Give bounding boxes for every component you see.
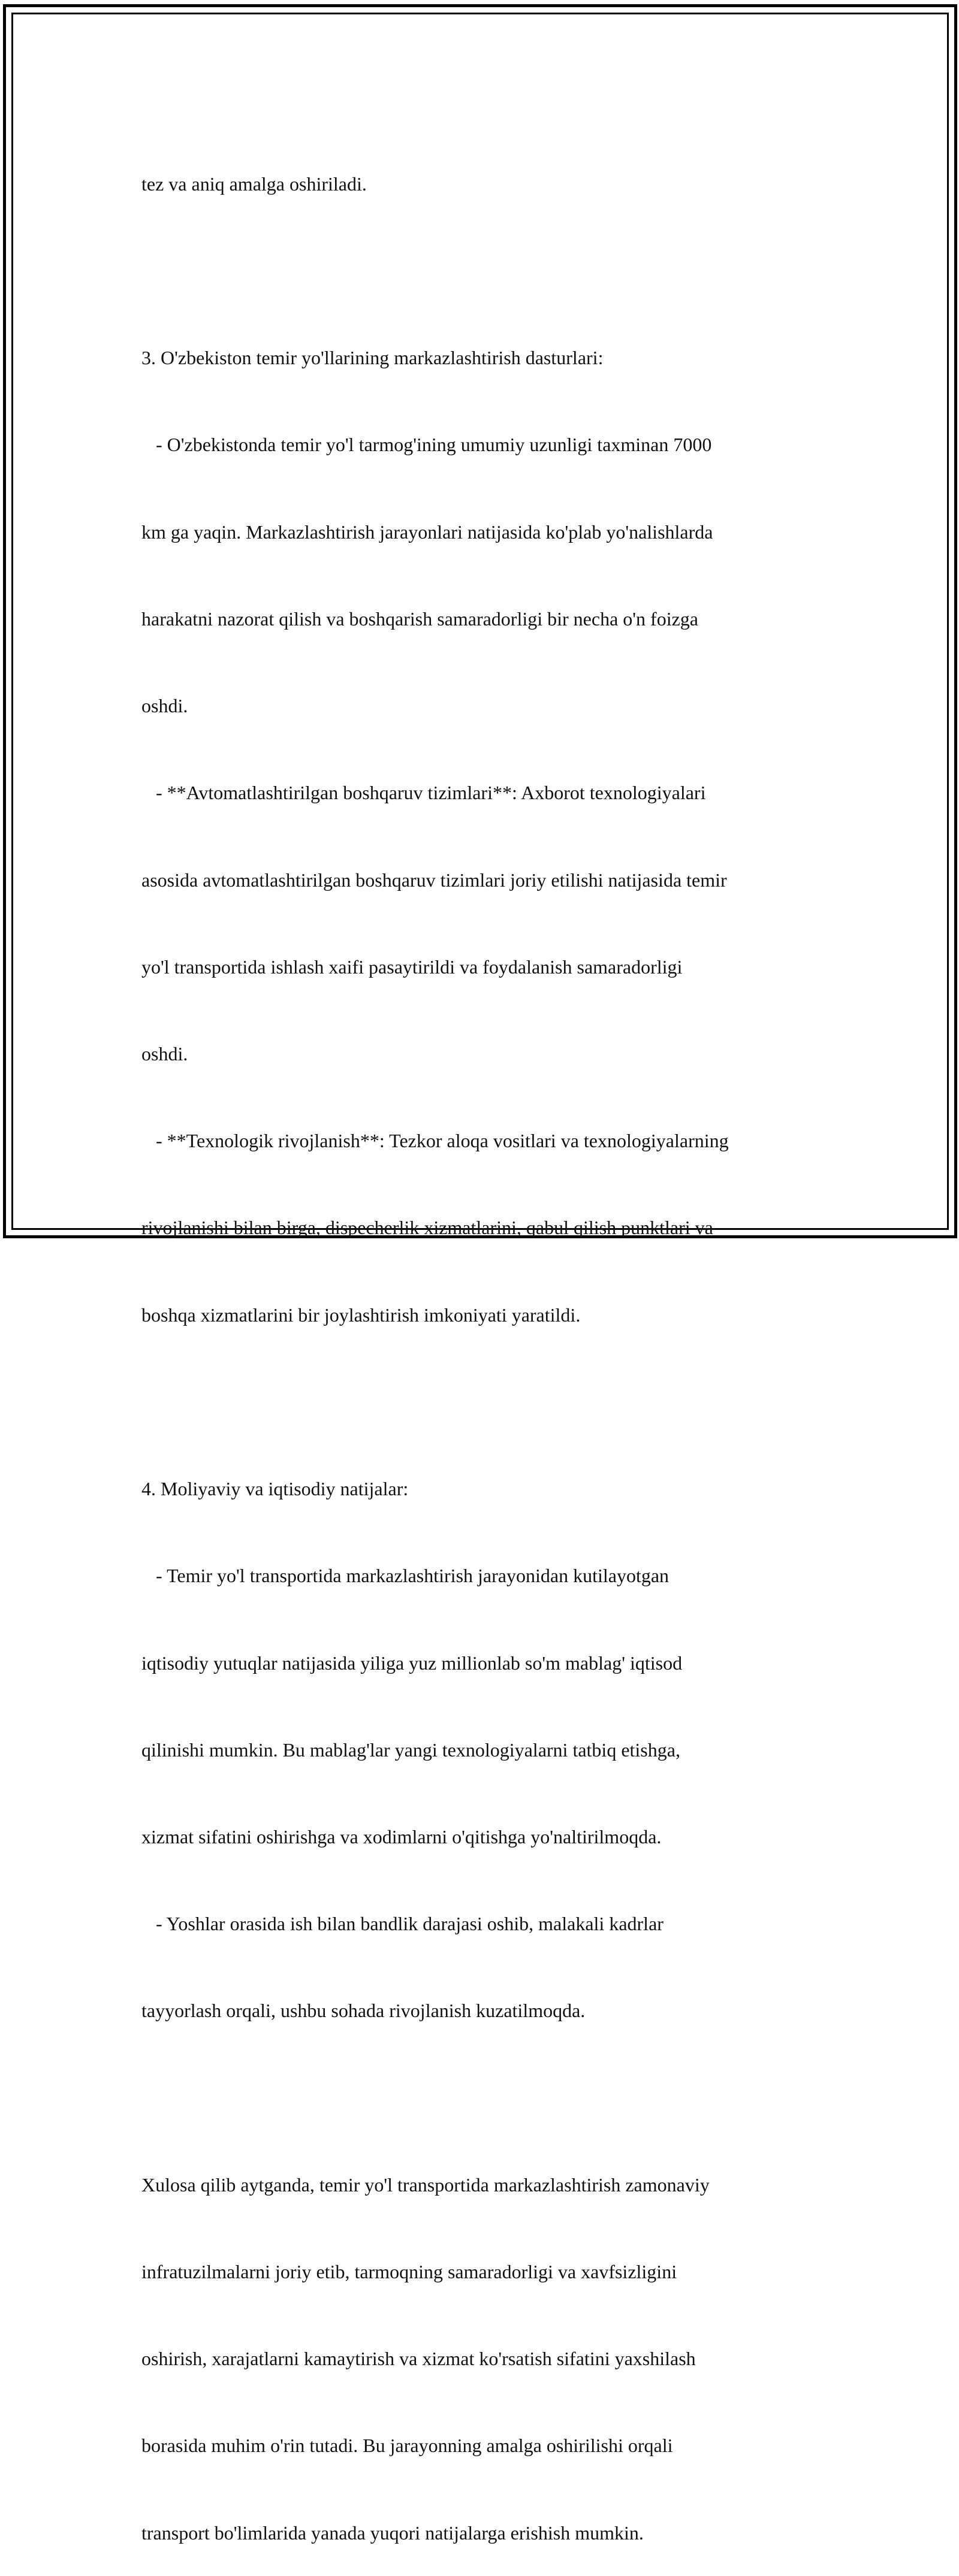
- blank-line: [141, 1387, 831, 1416]
- text-line: - O'zbekistonda temir yo'l tarmog'ining umumiy uzunligi taxminan 7000: [141, 434, 712, 456]
- conclusion-line: oshirish, xarajatlarni kamaytirish va xizmat ko'rsatish sifatini yaxshilash: [141, 2348, 696, 2370]
- text-line: - **Avtomatlashtirilgan boshqaruv tizimlari**: Axborot texnologiyalari: [141, 782, 706, 804]
- text-line: qilinishi mumkin. Bu mablag'lar yangi texnologiyalarni tatbiq etishga,: [141, 1739, 680, 1761]
- text-line: - **Texnologik rivojlanish**: Tezkor aloqa vositlari va texnologiyalarning: [141, 1130, 729, 1152]
- blank-line: [141, 2084, 831, 2112]
- section-heading: 3. O'zbekiston temir yo'llarining markazlashtirish dasturlari:: [141, 347, 604, 369]
- text-line: rivojlanishi bilan birga, dispecherlik xizmatlarini, qabul qilish punktlari va: [141, 1217, 713, 1239]
- text-line: iqtisodiy yutuqlar natijasida yiliga yuz millionlab so'm mablag' iqtisod: [141, 1652, 683, 1674]
- text-line: boshqa xizmatlarini bir joylashtirish imkoniyati yaratildi.: [141, 1304, 581, 1326]
- text-line: km ga yaqin. Markazlashtirish jarayonlari natijasida ko'plab yo'nalishlarda: [141, 521, 713, 543]
- text-line: yo'l transportida ishlash xaifi pasaytirildi va foydalanish samaradorligi: [141, 956, 683, 978]
- section-heading: 4. Moliyaviy va iqtisodiy natijalar:: [141, 1478, 409, 1500]
- text-line: harakatni nazorat qilish va boshqarish samaradorligi bir necha o'n foizga: [141, 607, 698, 630]
- conclusion-line: Xulosa qilib aytganda, temir yo'l transportida markazlashtirish zamonaviy: [141, 2173, 710, 2196]
- conclusion-line: transport bo'limlarida yanada yuqori natijalarga erishish mumkin.: [141, 2521, 644, 2544]
- text-line: oshdi.: [141, 695, 188, 717]
- text-line: - Yoshlar orasida ish bilan bandlik darajasi oshib, malakali kadrlar: [141, 1913, 664, 1935]
- text-line: oshdi.: [141, 1042, 188, 1065]
- text-line: asosida avtomatlashtirilgan boshqaruv tizimlari joriy etilishi natijasida temir: [141, 869, 727, 891]
- text-line: - Temir yo'l transportida markazlashtirish jarayonidan kutilayotgan: [141, 1565, 670, 1587]
- text-line: tez va aniq amalga oshiriladi.: [141, 173, 367, 195]
- text-line: xizmat sifatini oshirishga va xodimlarni o'qitishga yo'naltirilmoqda.: [141, 1825, 662, 1848]
- conclusion-line: borasida muhim o'rin tutadi. Bu jarayonning amalga oshirilishi orqali: [141, 2435, 673, 2457]
- document-body: [141, 111, 831, 2576]
- conclusion-line: infratuzilmalarni joriy etib, tarmoqning samaradorligi va xavfsizligini: [141, 2261, 677, 2283]
- text-line: tayyorlash orqali, ushbu sohada rivojlanish kuzatilmoqda.: [141, 2000, 586, 2022]
- blank-line: [141, 256, 831, 285]
